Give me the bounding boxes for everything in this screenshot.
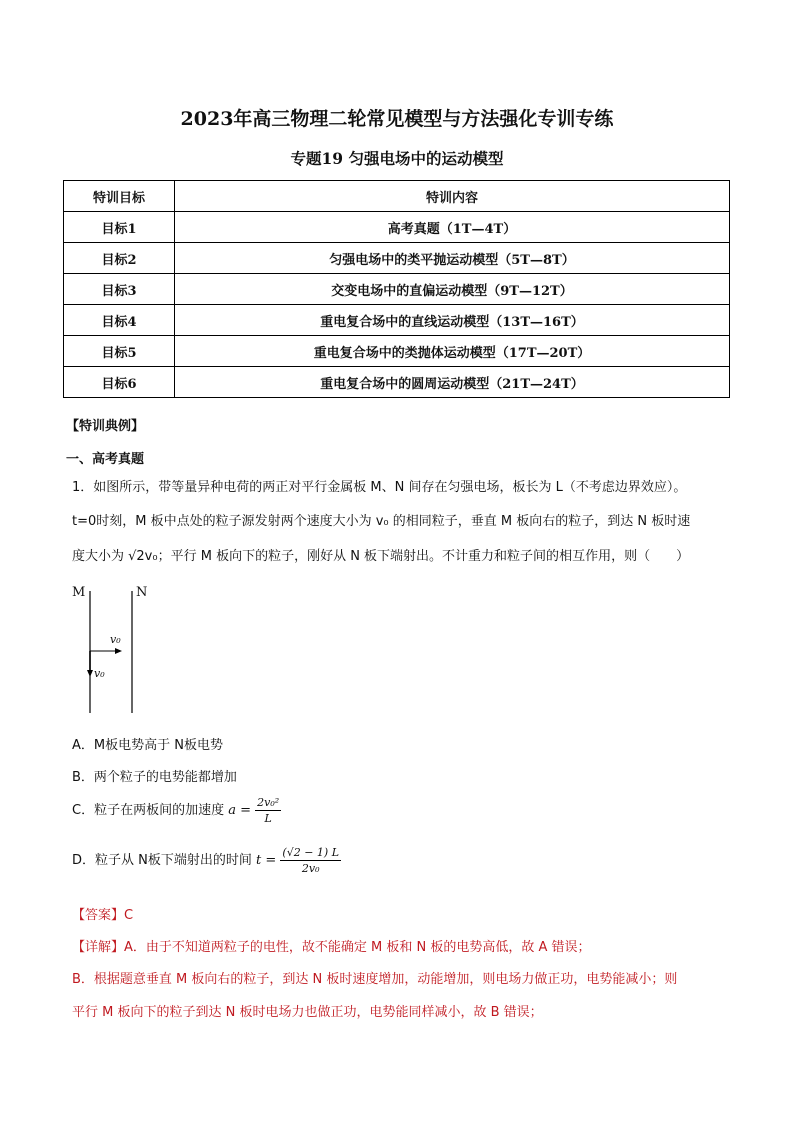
table-cell: 重电复合场中的直线运动模型（13T—16T） <box>175 305 730 336</box>
answer-line: 【答案】C <box>72 908 134 923</box>
table-cell: 目标5 <box>64 336 175 367</box>
option-b: B．两个粒子的电势能都增加 <box>72 770 237 785</box>
option-d-lhs: t = <box>256 853 277 868</box>
table-row <box>64 305 730 336</box>
question-line: 度大小为 √2v₀；平行 M 板向下的粒子，刚好从 N 板下端射出。不计重力和粒子间的相互作用，则（ ） <box>72 549 690 564</box>
table-row <box>64 336 730 367</box>
plates-figure <box>70 585 160 715</box>
table-cell: 高考真题（1T—4T） <box>175 212 730 243</box>
option-c-denominator: L <box>264 812 272 825</box>
option-c-numerator: 2v₀² <box>257 796 280 809</box>
plates-diagram <box>70 585 160 715</box>
table-cell: 目标3 <box>64 274 175 305</box>
option-c-fraction <box>255 796 281 825</box>
option-c-text: C．粒子在两板间的加速度 <box>72 803 225 818</box>
table-row <box>64 243 730 274</box>
explanation-line: B．根据题意垂直 M 板向右的粒子，到达 N 板时速度增加，动能增加，则电场力做正功，电势能减小；则 <box>72 972 678 987</box>
table-cell: 交变电场中的直偏运动模型（9T—12T） <box>175 274 730 305</box>
option-d-text: D．粒子从 N板下端射出的时间 <box>72 853 252 868</box>
table-cell: 重电复合场中的类抛体运动模型（17T—20T） <box>175 336 730 367</box>
table-header: 特训目标 <box>64 181 175 212</box>
section-heading-examples: 【特训典例】 <box>66 419 145 434</box>
table-header-row <box>64 181 730 212</box>
question-line: t=0时刻，M 板中点处的粒子源发射两个速度大小为 v₀ 的相同粒子，垂直 M 板向右的粒子，到达 N 板时速 <box>72 514 691 529</box>
training-goals-table <box>63 180 730 398</box>
option-a: A．M板电势高于 N板电势 <box>72 738 223 753</box>
table-cell: 匀强电场中的类平抛运动模型（5T—8T） <box>175 243 730 274</box>
table-header: 特训内容 <box>175 181 730 212</box>
option-d <box>72 846 341 875</box>
table-cell: 目标1 <box>64 212 175 243</box>
section-heading-exam: 一、高考真题 <box>66 452 145 467</box>
plate-n-label: N <box>136 585 148 600</box>
table-row <box>64 212 730 243</box>
option-d-fraction <box>280 846 341 875</box>
table-cell: 重电复合场中的圆周运动模型（21T—24T） <box>175 367 730 398</box>
table-cell: 目标4 <box>64 305 175 336</box>
table-cell: 目标2 <box>64 243 175 274</box>
document-subtitle: 专题19 匀强电场中的运动模型 <box>290 149 504 168</box>
question-line: 1．如图所示，带等量异种电荷的两正对平行金属板 M、N 间存在匀强电场，板长为 L（不考虑边界效应）。 <box>72 480 687 495</box>
plate-m-label: M <box>72 585 86 600</box>
table-row <box>64 274 730 305</box>
document-title: 2023年高三物理二轮常见模型与方法强化专训专练 <box>180 108 614 130</box>
option-d-numerator: (√2 − 1) L <box>282 846 340 859</box>
velocity-right-label: v₀ <box>110 633 121 646</box>
explanation-line: 【详解】A．由于不知道两粒子的电性，故不能确定 M 板和 N 板的电势高低，故 A 错误； <box>72 940 591 955</box>
table-cell: 目标6 <box>64 367 175 398</box>
velocity-down-label: v₀ <box>94 667 105 680</box>
option-c <box>72 796 281 825</box>
option-d-denominator: 2v₀ <box>301 862 320 875</box>
option-c-lhs: a = <box>228 803 251 818</box>
table-row <box>64 367 730 398</box>
explanation-line: 平行 M 板向下的粒子到达 N 板时电场力也做正功，电势能同样减小，故 B 错误； <box>72 1005 543 1020</box>
